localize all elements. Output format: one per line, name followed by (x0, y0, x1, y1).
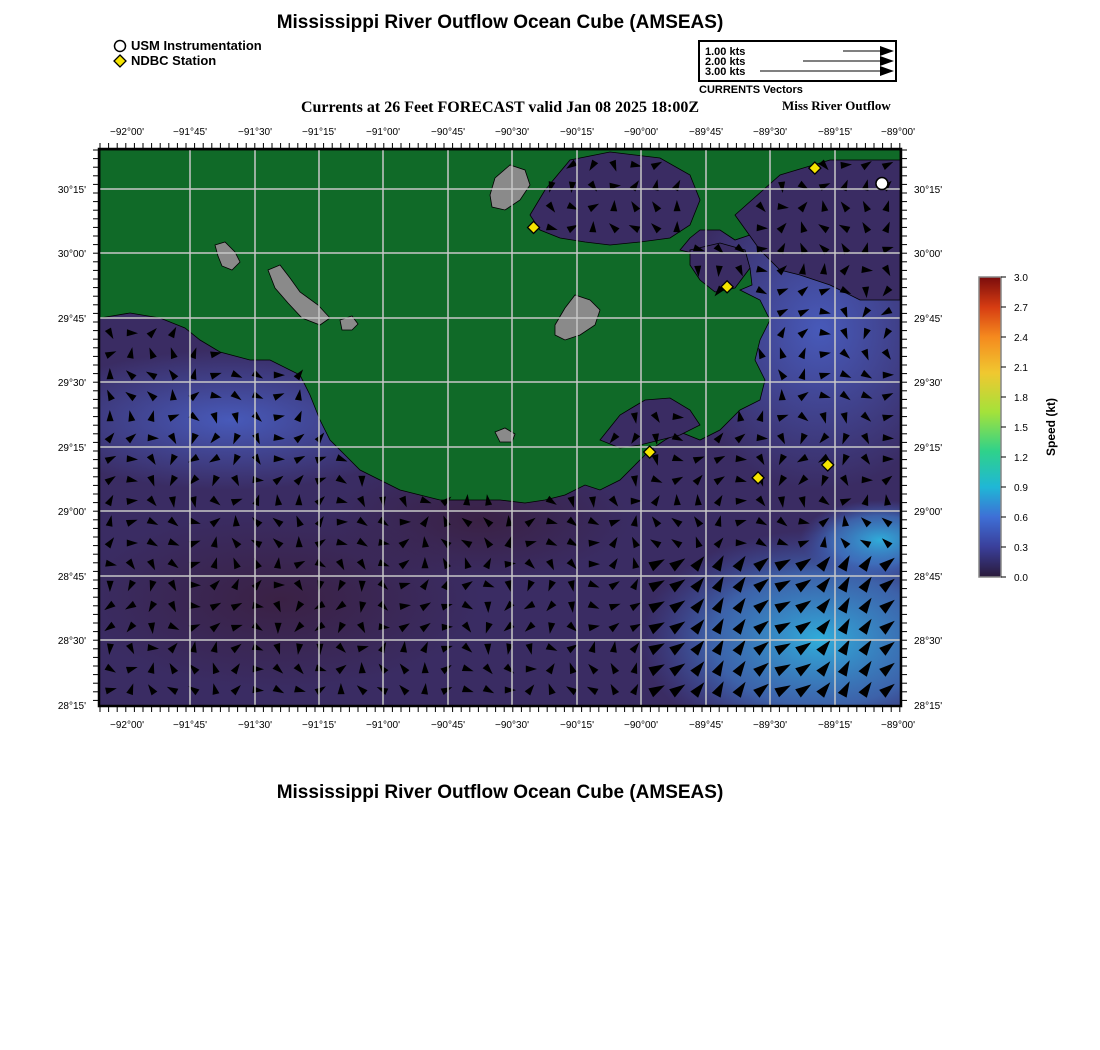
bottom-title: Mississippi River Outflow Ocean Cube (AMSEAS) (276, 782, 724, 803)
lon-tick-bottom: −91°00' (366, 720, 400, 731)
lat-tick-left: 30°15' (57, 185, 86, 196)
lon-tick-bottom: −91°45' (173, 720, 207, 731)
map-subtitle: Currents at 26 Feet FORECAST valid Jan 08 2025 18:00Z (300, 99, 700, 116)
colorbar-tick: 0.9 (1014, 483, 1028, 494)
lon-tick-top: −90°45' (431, 127, 465, 138)
lat-tick-left: 29°00' (57, 507, 86, 518)
lat-tick-labels-left (58, 185, 86, 712)
lat-tick-right: 29°45' (914, 314, 943, 325)
lon-tick-top: −92°00' (110, 127, 144, 138)
vector-key-entry-1: 1.00 kts (705, 46, 746, 58)
colorbar-tick: 0.0 (1014, 573, 1028, 584)
colorbar-tick: 3.0 (1014, 273, 1028, 284)
lat-tick-right: 29°15' (914, 443, 943, 454)
colorbar-tick: 0.3 (1014, 543, 1028, 554)
lat-tick-left: 30°00' (57, 249, 86, 260)
colorbar-tick: 0.6 (1014, 513, 1028, 524)
lon-tick-bottom: −90°30' (495, 720, 529, 731)
lon-tick-top: −89°45' (689, 127, 723, 138)
lon-tick-top: −91°45' (173, 127, 207, 138)
colorbar-tick: 2.7 (1014, 303, 1028, 314)
lon-tick-top: −90°30' (495, 127, 529, 138)
lat-tick-right: 28°45' (914, 572, 943, 583)
lon-tick-labels-bottom (110, 720, 915, 731)
lat-tick-right: 29°30' (914, 378, 943, 389)
lon-tick-bottom: −90°00' (624, 720, 658, 731)
colorbar-tick: 1.2 (1014, 453, 1028, 464)
lon-tick-top: −91°15' (302, 127, 336, 138)
lon-tick-bottom: −91°30' (238, 720, 272, 731)
lon-tick-labels-top (110, 127, 915, 138)
lon-tick-top: −89°30' (753, 127, 787, 138)
lon-tick-bottom: −90°15' (560, 720, 594, 731)
colorbar (979, 273, 1058, 584)
lon-tick-top: −90°15' (560, 127, 594, 138)
colorbar-tick: 1.5 (1014, 423, 1028, 434)
lat-tick-right: 30°00' (914, 249, 943, 260)
page-title: Mississippi River Outflow Ocean Cube (AMSEAS) (276, 12, 724, 33)
lon-tick-bottom: −89°15' (818, 720, 852, 731)
region-label: Miss River Outflow (782, 98, 891, 113)
lat-tick-left: 28°15' (57, 701, 86, 712)
legend-ndbc-label: NDBC Station (131, 53, 217, 68)
colorbar-label: Speed (kt) (1044, 397, 1058, 457)
lat-tick-left: 29°30' (57, 378, 86, 389)
lon-tick-top: −90°00' (624, 127, 658, 138)
lat-tick-right: 28°15' (914, 701, 943, 712)
lon-tick-bottom: −91°15' (302, 720, 336, 731)
colorbar-tick: 2.4 (1014, 333, 1028, 344)
vector-key-entry-3: 3.00 kts (705, 66, 746, 78)
legend-usm-label: USM Instrumentation (131, 38, 262, 53)
colorbar-gradient (979, 277, 1001, 577)
lon-tick-bottom: −90°45' (431, 720, 465, 731)
lon-tick-top: −89°00' (881, 127, 915, 138)
vector-key-caption: CURRENTS Vectors (699, 84, 803, 96)
lon-tick-top: −89°15' (818, 127, 852, 138)
lon-tick-top: −91°30' (238, 127, 272, 138)
lon-tick-bottom: −92°00' (110, 720, 144, 731)
lat-tick-left: 29°45' (57, 314, 86, 325)
colorbar-tick: 2.1 (1014, 363, 1028, 374)
colorbar-tick: 1.8 (1014, 393, 1028, 404)
lon-tick-bottom: −89°45' (689, 720, 723, 731)
lat-tick-right: 30°15' (914, 185, 943, 196)
lat-tick-right: 29°00' (914, 507, 943, 518)
lat-tick-left: 29°15' (57, 443, 86, 454)
vector-key-entry-2: 2.00 kts (705, 56, 746, 68)
lat-tick-left: 28°30' (57, 636, 86, 647)
lat-tick-right: 28°30' (914, 636, 943, 647)
lon-tick-top: −91°00' (366, 127, 400, 138)
lon-tick-bottom: −89°00' (881, 720, 915, 731)
lon-tick-bottom: −89°30' (753, 720, 787, 731)
lat-tick-labels-right (914, 185, 942, 712)
lat-tick-left: 28°45' (57, 572, 86, 583)
usm-station-marker[interactable] (876, 178, 888, 190)
